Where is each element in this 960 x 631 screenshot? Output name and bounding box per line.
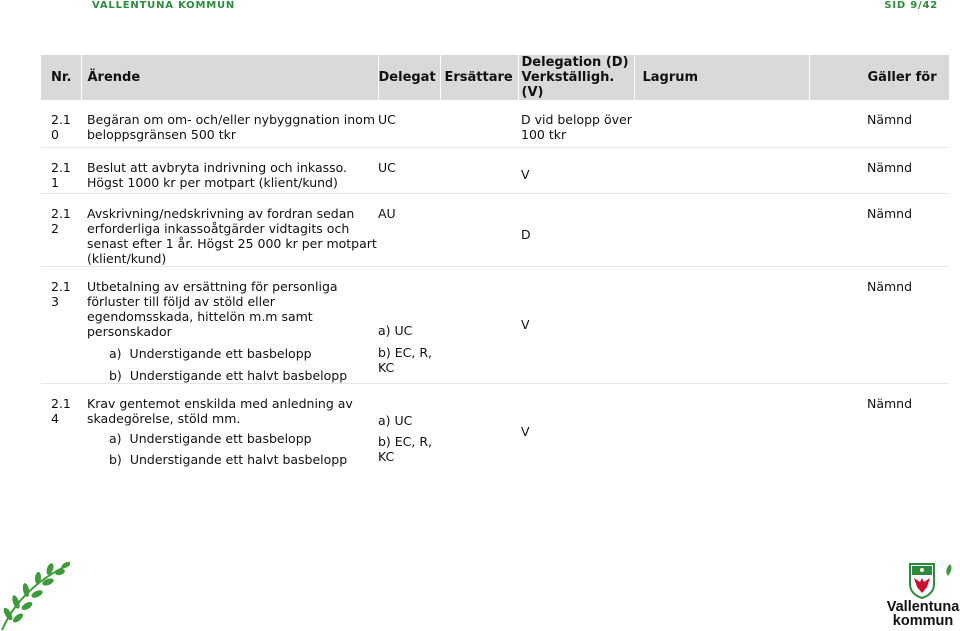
row-galler-for: Nämnd xyxy=(867,395,913,411)
sub-item-label: a) xyxy=(109,430,122,446)
row-arende xyxy=(81,383,378,478)
delegation-table xyxy=(41,55,950,478)
column-header-delegat: Delegat xyxy=(378,55,440,100)
row-number: 2.1 2 xyxy=(41,193,81,266)
row-delegat: AU xyxy=(378,193,440,266)
logo-text-line-2: kommun xyxy=(892,613,954,629)
sub-item-label: b) xyxy=(109,451,122,467)
row-ersattare xyxy=(440,147,518,193)
row-ersattare xyxy=(440,193,518,266)
table-row xyxy=(41,100,949,147)
row-delegat xyxy=(378,266,440,383)
row-lagrum xyxy=(634,383,809,478)
row-number: 2.1 4 xyxy=(51,395,71,426)
sub-item-a xyxy=(87,346,378,361)
row-delegation: V xyxy=(521,423,530,439)
table-row xyxy=(41,266,949,383)
table-row xyxy=(41,193,949,266)
column-header-ersattare: Ersättare xyxy=(440,55,518,100)
table-row xyxy=(41,383,949,478)
row-galler-for: Nämnd xyxy=(809,100,949,147)
table-header-row xyxy=(41,55,949,100)
sub-item-text: Understigande ett basbelopp xyxy=(129,430,312,446)
header-page-number: SID 9/42 xyxy=(884,0,938,11)
row-ersattare xyxy=(440,383,518,478)
row-galler-for: Nämnd xyxy=(809,266,949,383)
row-lagrum xyxy=(634,266,809,383)
municipality-logo-text xyxy=(885,600,960,628)
row-delegat-a: a) UC xyxy=(378,322,413,338)
leaf-branch-icon xyxy=(0,560,70,631)
row-ersattare xyxy=(440,266,518,383)
column-header-lagrum: Lagrum xyxy=(634,55,809,100)
sub-item-text: Understigande ett halvt basbelopp xyxy=(129,451,348,467)
row-delegation: D xyxy=(518,193,634,266)
row-arende: Avskrivning/nedskrivning av fordran sedan erforderliga inkassoåtgärder vidtagits och senast efter 1 år. Högst 25 000 kr per motpart (klient/kund) xyxy=(81,193,378,266)
sub-item-label: a) xyxy=(109,345,122,361)
logo-text-line-1: Vallentuna xyxy=(886,599,960,615)
row-lagrum xyxy=(634,193,809,266)
row-arende xyxy=(81,266,378,383)
row-lagrum xyxy=(634,100,809,147)
row-delegation: V xyxy=(518,147,634,193)
row-arende: Beslut att avbryta indrivning och inkasso. Högst 1000 kr per motpart (klient/kund) xyxy=(81,147,378,193)
row-number: 2.1 1 xyxy=(41,147,81,193)
column-header-arende: Ärende xyxy=(81,55,378,100)
row-delegat-b: b) EC, R, KC xyxy=(378,433,433,464)
sub-item-b xyxy=(87,368,378,383)
row-delegat: UC xyxy=(378,147,440,193)
row-delegat: UC xyxy=(378,100,440,147)
sub-item-b xyxy=(87,452,378,467)
row-number: 2.1 3 xyxy=(41,266,81,383)
sub-item-text: Understigande ett halvt basbelopp xyxy=(129,367,348,383)
column-header-nr: Nr. xyxy=(41,55,81,100)
sub-item-text: Understigande ett basbelopp xyxy=(129,345,312,361)
header-organization: VALLENTUNA KOMMUN xyxy=(92,0,236,11)
sub-item-label: b) xyxy=(109,367,122,383)
sub-item-a xyxy=(87,431,378,446)
table-row xyxy=(41,147,949,193)
column-header-galler-for: Gäller för xyxy=(809,55,949,100)
row-arende-text: Utbetalning av ersättning för personliga förluster till följd av stöld eller egendomsskada, hittelön m.m samt personskador xyxy=(87,278,338,339)
row-ersattare xyxy=(440,100,518,147)
row-galler-for: Nämnd xyxy=(809,193,949,266)
row-number: 2.1 0 xyxy=(41,100,81,147)
row-arende: Begäran om om- och/eller nybyggnation inom beloppsgränsen 500 tkr xyxy=(81,100,378,147)
row-delegation: D vid belopp över 100 tkr xyxy=(518,100,634,147)
column-header-delegation: Delegation (D) Verkställigh. (V) xyxy=(518,55,634,100)
row-lagrum xyxy=(634,147,809,193)
row-delegat-a: a) UC xyxy=(378,412,413,428)
row-arende-text: Krav gentemot enskilda med anledning av skadegörelse, stöld mm. xyxy=(87,395,353,426)
row-delegat-b: b) EC, R, KC xyxy=(378,344,433,375)
row-delegation: V xyxy=(518,266,634,383)
row-galler-for: Nämnd xyxy=(809,147,949,193)
row-delegat xyxy=(378,383,440,478)
